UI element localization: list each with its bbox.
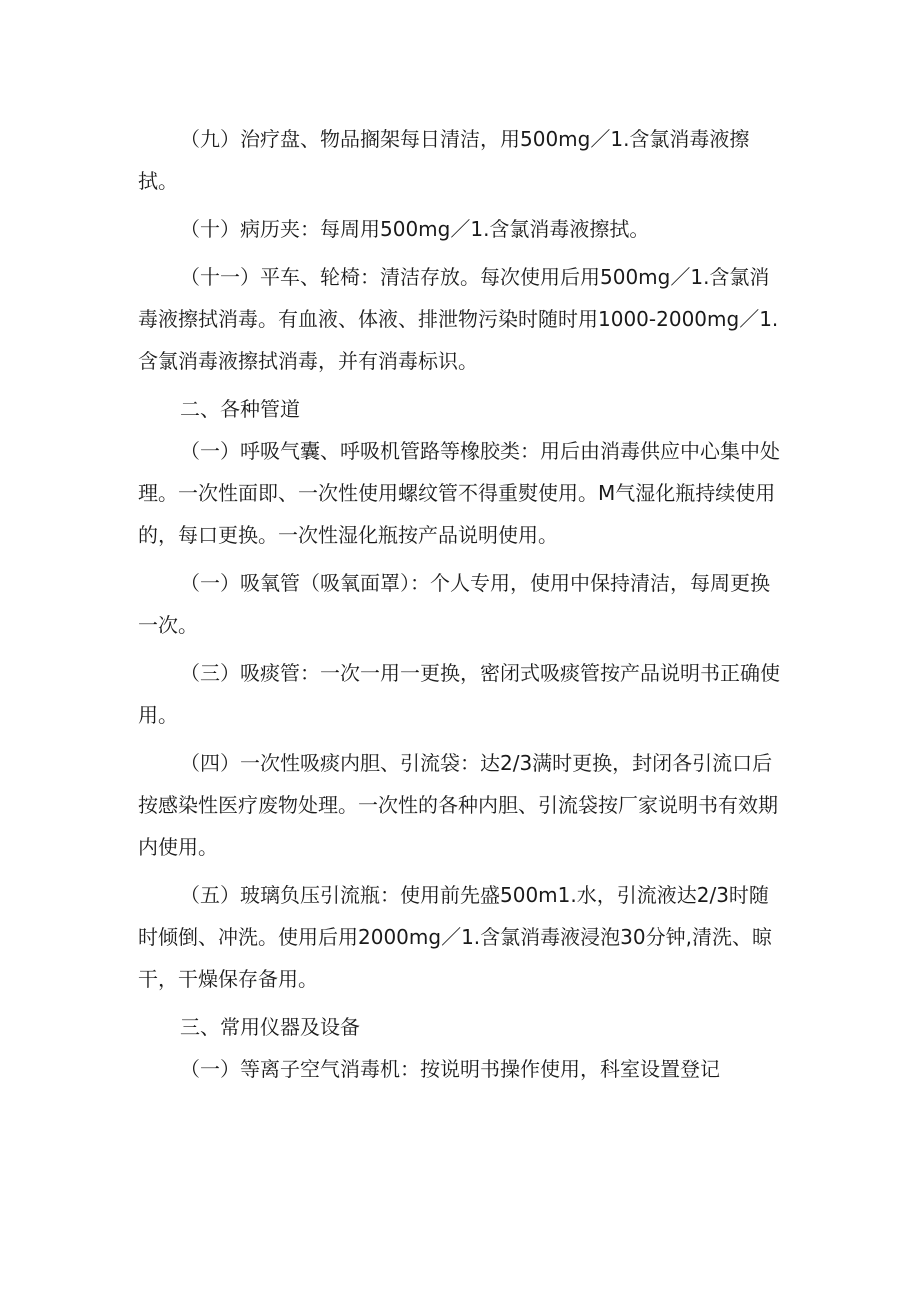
paragraph-tube-2: （一）吸氧管（吸氧面罩）：个人专用，使用中保持清洁，每周更换一次。	[138, 571, 770, 637]
paragraph-equipment-1: （一）等离子空气消毒机：按说明书操作使用，科室设置登记	[180, 1057, 720, 1081]
paragraph-item-11: （十一）平车、轮椅：清洁存放。每次使用后用500mg／1.含氯消毒液擦拭消毒。有血液、体液、排泄物污染时随时用1000-2000mg／1.含氯消毒液擦拭消毒，并有消毒标识。	[138, 265, 779, 373]
paragraph-item-10: （十）病历夹：每周用500mg／1.含氯消毒液擦拭。	[180, 217, 650, 241]
paragraph-tube-3: （三）吸痰管：一次一用一更换，密闭式吸痰管按产品说明书正确使用。	[138, 661, 780, 727]
paragraph-tube-5: （五）玻璃负压引流瓶：使用前先盛500m1.水，引流液达2/3时随时倾倒、冲洗。使用后用2000mg／1.含氯消毒液浸泡30分钟,清洗、晾干，干燥保存备用。	[138, 883, 772, 991]
document-page	[138, 118, 788, 1090]
section-heading-2: 二、各种管道	[180, 397, 300, 421]
paragraph-tube-1: （一）呼吸气囊、呼吸机管路等橡胶类：用后由消毒供应中心集中处理。一次性面即、一次性使用螺纹管不得重熨使用。M气湿化瓶持续使用的，每口更换。一次性湿化瓶按产品说明使用。	[138, 439, 780, 547]
section-heading-3: 三、常用仪器及设备	[180, 1015, 360, 1039]
paragraph-tube-4: （四）一次性吸痰内胆、引流袋：达2/3满时更换，封闭各引流口后按感染性医疗废物处理。一次性的各种内胆、引流袋按厂家说明书有效期内使用。	[138, 751, 778, 859]
paragraph-item-9: （九）治疗盘、物品搁架每日清洁，用500mg／1.含氯消毒液擦拭。	[138, 127, 750, 193]
